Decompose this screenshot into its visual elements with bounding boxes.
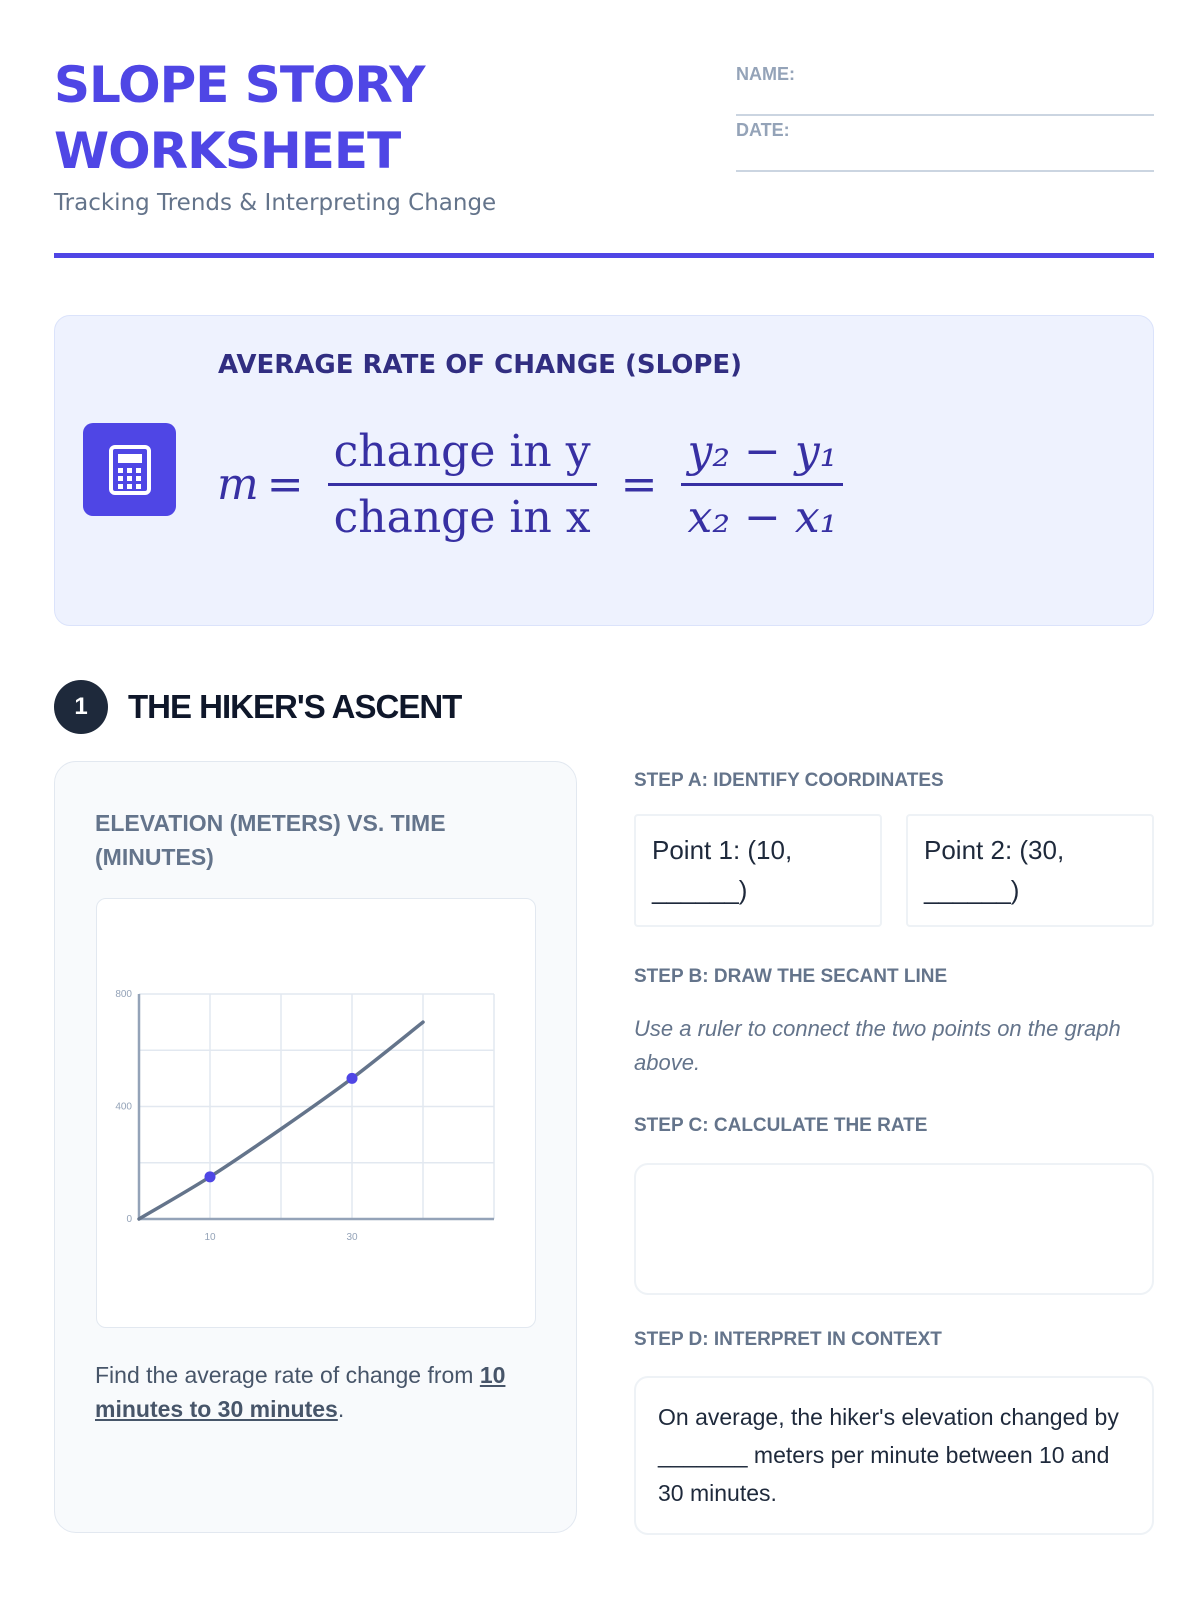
formula-box (54, 315, 1154, 626)
worksheet-subtitle: Tracking Trends & Interpreting Change (54, 190, 497, 216)
formula-equals-1: = (266, 459, 304, 510)
graph-title: ELEVATION (METERS) VS. TIME (MINUTES) (95, 810, 446, 870)
step-c-label: STEP C: CALCULATE THE RATE (634, 1115, 928, 1136)
graph-card (54, 761, 577, 1533)
section-title: THE HIKER'S ASCENT (128, 688, 462, 725)
step-d-label: STEP D: INTERPRET IN CONTEXT (634, 1329, 942, 1350)
data-point (205, 1171, 216, 1182)
x-tick-label: 10 (204, 1232, 216, 1243)
fraction-symbols (681, 426, 843, 543)
formula-title: AVERAGE RATE OF CHANGE (SLOPE) (218, 350, 743, 380)
step-b-hint: Use a ruler to connect the two points on the graph above. (634, 1016, 1121, 1075)
point-2-box[interactable]: Point 2: (30, ______) (906, 814, 1154, 927)
name-label: NAME: (736, 64, 795, 84)
x-tick-label: 30 (346, 1232, 358, 1243)
worksheet-header (54, 52, 1154, 216)
student-info (736, 60, 1154, 172)
step-b-label: STEP B: DRAW THE SECANT LINE (634, 966, 948, 987)
prompt-end: . (337, 1396, 345, 1422)
formula-lhs: m (217, 459, 259, 510)
fraction-words-numerator: change in y (328, 426, 597, 486)
prompt-text: Find the average rate of change from (95, 1362, 480, 1388)
fraction-symbols-denominator: x₂ − x₁ (687, 492, 838, 543)
date-label: DATE: (736, 120, 790, 140)
fraction-symbols-numerator: y₂ − y₁ (681, 426, 843, 486)
point-1-box[interactable]: Point 1: (10, ______) (634, 814, 882, 927)
step-a-label: STEP A: IDENTIFY COORDINATES (634, 770, 944, 791)
y-tick-label: 400 (115, 1101, 132, 1113)
section-header (54, 680, 461, 734)
fraction-words (328, 426, 597, 543)
y-tick-label: 0 (126, 1214, 132, 1225)
section-number-badge: 1 (54, 680, 108, 734)
elevation-chart[interactable] (97, 899, 537, 1329)
interpretation-box[interactable]: On average, the hiker's elevation changed by _______ meters per minute between 10 and 30 minutes. (634, 1376, 1154, 1535)
calculator-icon (83, 423, 176, 516)
name-field[interactable] (736, 60, 1154, 116)
y-tick-label: 800 (115, 989, 132, 1000)
data-point (347, 1073, 358, 1084)
calculation-answer-box[interactable] (634, 1163, 1154, 1295)
graph-frame (96, 898, 536, 1328)
formula-equals-2: = (620, 459, 658, 510)
slope-formula (217, 426, 859, 543)
header-divider (54, 253, 1154, 258)
date-field[interactable] (736, 116, 1154, 172)
worksheet-title: SLOPE STORY WORKSHEET (54, 56, 425, 180)
graph-prompt (95, 1358, 535, 1426)
fraction-words-denominator: change in x (333, 492, 591, 543)
prompt-emphasis: 10 minutes to 30 minutes (95, 1362, 506, 1422)
